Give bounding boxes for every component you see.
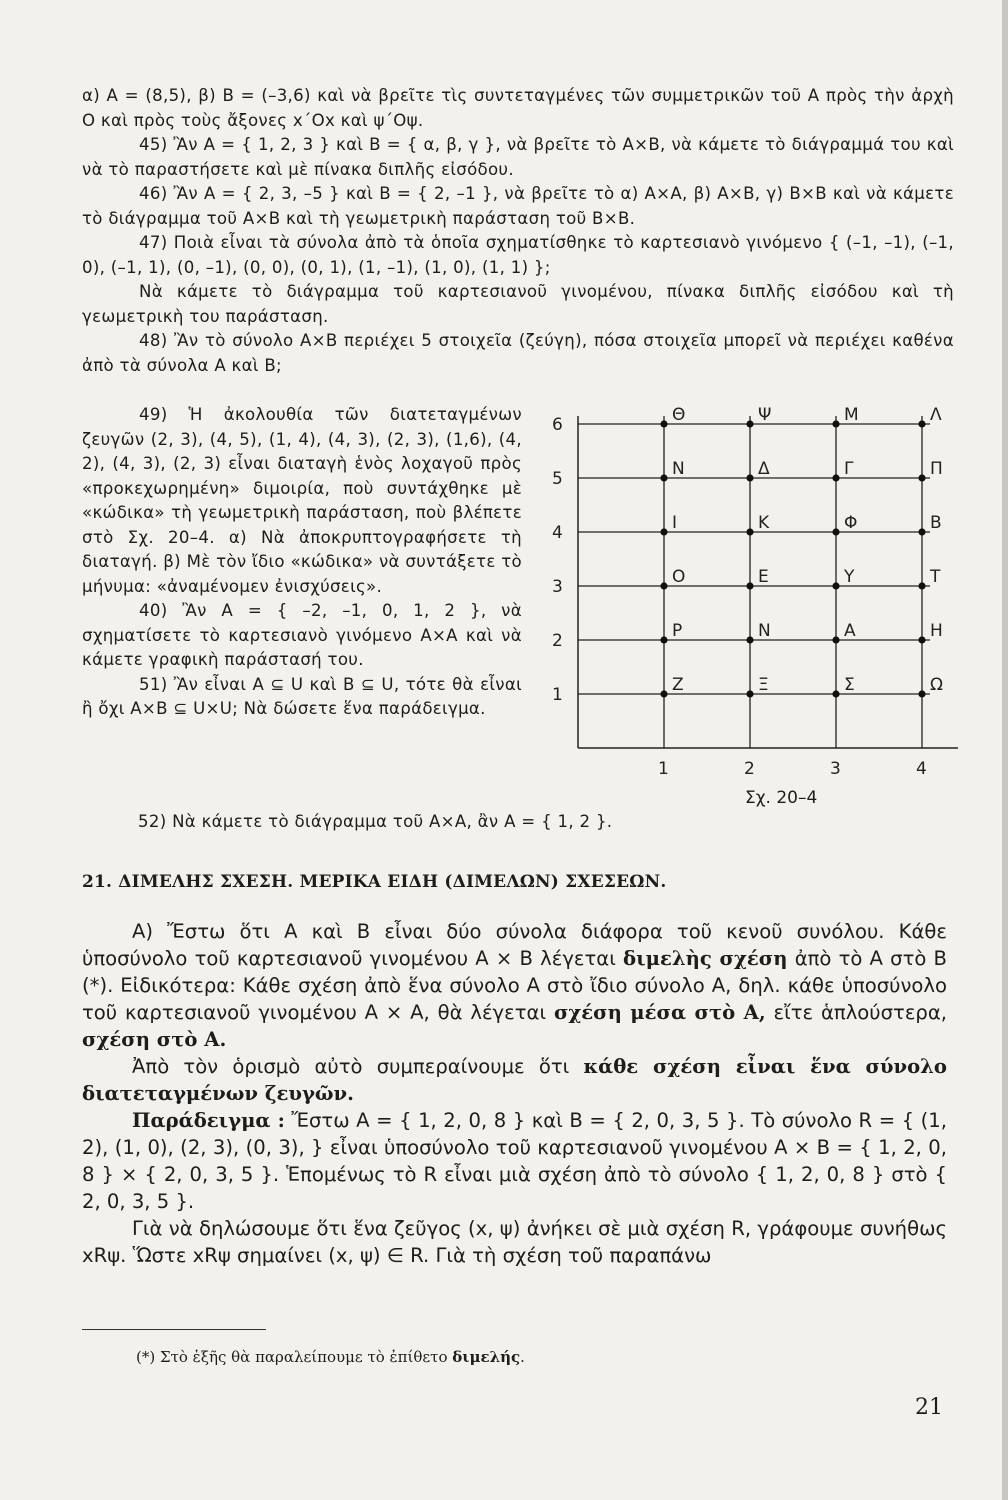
grid-letter: Ν (758, 621, 771, 641)
grid-letter: Π (930, 459, 943, 479)
notation-paragraph: Γιὰ νὰ δηλώσουμε ὅτι ἕνα ζεῦγος (x, ψ) ἀνήκει σὲ μιὰ σχέση R, γράφουμε συνήθως xRψ. Ὥστε xRψ σημαίνει (x, ψ) ∈ R. Γιὰ τὴ σχέση τοῦ παραπάνω (82, 1217, 947, 1267)
definition-paragraph: Α) Ἔστω ὅτι Α καὶ Β εἶναι δύο σύνολα διάφορα τοῦ κενοῦ συνόλου. Κάθε ὑποσύνολο τοῦ καρτεσιανοῦ γινομένου Α × Β λέγεται διμελὴς σχέση ἀπὸ τὸ Α στὸ Β (*). Εἰδικότερα: Κάθε σχέση ἀπὸ ἕνα σύνολο Α στὸ ἴδιο σύνολο Α, δηλ. κάθε ὑποσύνολο τοῦ καρτεσιανοῦ γινομένου Α × Α, θὰ λέγεται σχέση μέσα στὸ Α, εἴτε ἁπλούστερα, σχέση στὸ Α. (82, 920, 947, 1051)
x-tick-label: 4 (916, 759, 927, 779)
grid-letter: Ε (758, 567, 769, 587)
grid-point (918, 582, 925, 589)
grid-point (832, 420, 839, 427)
code-grid-figure (540, 388, 943, 788)
grid-point (746, 474, 753, 481)
grid-letter: Μ (844, 405, 859, 425)
grid-point (832, 528, 839, 535)
grid-point (918, 528, 925, 535)
grid-letter: Ι (672, 513, 678, 533)
exercise-51: 51) Ἂν εἶναι Α ⊆ U καὶ Β ⊆ U, τότε θὰ εἶναι ἢ ὄχι Α×Β ⊆ U×U; Νὰ δώσετε ἕνα παράδειγμα. (82, 674, 522, 718)
grid-point (746, 528, 753, 535)
page-edge (1002, 0, 1008, 1500)
exercise-45: 45) Ἂν Α = { 1, 2, 3 } καὶ Β = { α, β, γ }, νὰ βρεῖτε τὸ Α×Β, νὰ κάμετε τὸ διάγραμμά του καὶ νὰ τὸ παραστήσετε καὶ μὲ πίνακα διπλῆς εἰσόδου. (82, 135, 954, 179)
grid-letter: Ζ (672, 675, 684, 695)
grid-letter: Υ (844, 567, 855, 587)
exercise-48: 48) Ἂν τὸ σύνολο Α×Β περιέχει 5 στοιχεῖα (ζεύγη), πόσα στοιχεῖα μπορεῖ νὰ περιέχει καθένα ἀπὸ τὰ σύνολα Α καὶ Β; (82, 331, 954, 375)
grid-letter: Ξ (758, 675, 769, 695)
grid-letter: Σ (844, 675, 855, 695)
exercise-52: 52) Νὰ κάμετε τὸ διάγραμμα τοῦ Α×Α, ἂν Α = { 1, 2 }. (138, 812, 613, 831)
exercise-49: 49) Ἡ ἀκολουθία τῶν διατεταγμένων ζευγῶν (2, 3), (4, 5), (1, 4), (4, 3), (2, 3), (1,6), (4, 2), (4, 3), (2, 3) εἶναι διαταγὴ ἑνὸς λοχαγοῦ πρὸς «προκεχωρημένη» διμοιρία, ποὺ συντάχθηκε μὲ «κώδικα» τὴ γεωμετρικὴ παράσταση, ποὺ βλέπετε στὸ Σχ. 20–4. α) Νὰ ἀποκρυπτογραφήσετε τὴ διαταγή. β) Μὲ τὸν ἴδιο «κώδικα» νὰ συντάξετε τὸ μήνυμα: «ἀναμένομεν ἐνισχύσεις». (82, 405, 522, 596)
grid-letter: Ν (672, 459, 685, 479)
grid-point (660, 582, 667, 589)
section-title: 21. ΔΙΜΕΛΗΣ ΣΧΕΣΗ. ΜΕΡΙΚΑ ΕΙΔΗ (ΔΙΜΕΛΩΝ) ΣΧΕΣΕΩΝ. (82, 872, 667, 892)
exercise-46: 46) Ἂν Α = { 2, 3, –5 } καὶ Β = { 2, –1 }, νὰ βρεῖτε τὸ α) Α×Α, β) Α×Β, γ) Β×Β καὶ νὰ κάμετε τὸ διάγραμμα τοῦ Α×Β καὶ τὴ γεωμετρικὴ παράσταση τοῦ Β×Β. (82, 184, 954, 228)
grid-letter: Ρ (672, 621, 683, 641)
grid-letter: Δ (758, 459, 770, 479)
grid-point (918, 420, 925, 427)
grid-letter: Κ (758, 513, 770, 533)
grid-letter: Ω (930, 675, 943, 695)
figure-caption: Σχ. 20–4 (745, 788, 818, 808)
left-column (82, 403, 522, 722)
y-tick-label: 4 (552, 523, 563, 543)
x-tick-label: 3 (830, 759, 841, 779)
section-body (82, 918, 947, 1269)
grid-point (832, 582, 839, 589)
grid-letter: Ψ (758, 405, 772, 425)
grid-point (660, 690, 667, 697)
grid-letter: Τ (930, 567, 941, 587)
grid-point (660, 636, 667, 643)
grid-point (832, 636, 839, 643)
grid-letter: Λ (930, 405, 942, 425)
exercise-47-cont: Νὰ κάμετε τὸ διάγραμμα τοῦ καρτεσιανοῦ γινομένου, πίνακα διπλῆς εἰσόδου καὶ τὴ γεωμετρικὴ του παράσταση. (82, 282, 954, 326)
grid-point (660, 474, 667, 481)
grid-letter: Α (844, 621, 856, 641)
top-exercises (82, 84, 954, 378)
x-tick-label: 2 (744, 759, 755, 779)
conclusion-paragraph: Ἀπὸ τὸν ὁρισμὸ αὐτὸ συμπεραίνουμε ὅτι κάθε σχέση εἶναι ἕνα σύνολο διατεταγμένων ζευγῶν. (82, 1055, 947, 1105)
grid-letter: Θ (672, 405, 686, 425)
grid-point (660, 420, 667, 427)
y-tick-label: 3 (552, 577, 563, 597)
grid-point (660, 528, 667, 535)
x-tick-label: 1 (658, 759, 669, 779)
grid-point (746, 420, 753, 427)
exercise-alpha: α) Α = (8,5), β) Β = (–3,6) καὶ νὰ βρεῖτε τὶς συντεταγμένες τῶν συμμετρικῶν τοῦ Α πρὸς τὴν ἀρχὴ Ο καὶ πρὸς τοὺς ἄξονες x΄Οx καὶ ψ΄Οψ. (82, 86, 954, 130)
grid-point (746, 636, 753, 643)
y-tick-label: 5 (552, 469, 563, 489)
grid-letter: Ο (672, 567, 686, 587)
example-paragraph: Παράδειγμα : Ἔστω Α = { 1, 2, 0, 8 } καὶ Β = { 2, 0, 3, 5 }. Τὸ σύνολο R = { (1, 2), (1, 0), (2, 3), (0, 3), } εἶναι ὑποσύνολο τοῦ καρτεσιανοῦ γινομένου Α × Β = { 1, 2, 0, 8 } × { 2, 0, 3, 5 }. Ἑπομένως τὸ R εἶναι μιὰ σχέση ἀπὸ τὸ σύνολο { 1, 2, 0, 8 } στὸ { 2, 0, 3, 5 }. (82, 1109, 947, 1213)
y-tick-label: 1 (552, 685, 563, 705)
y-tick-label: 2 (552, 631, 563, 651)
footnote: (*) Στὸ ἑξῆς θὰ παραλείπουμε τὸ ἐπίθετο διμελής. (136, 1348, 525, 1366)
grid-point (918, 636, 925, 643)
grid-point (832, 474, 839, 481)
grid-letter: Η (930, 621, 943, 641)
page-number: 21 (915, 1395, 943, 1420)
grid-letter: Β (930, 513, 942, 533)
grid-letter: Γ (844, 459, 854, 479)
exercise-50: 40) Ἂν Α = { –2, –1, 0, 1, 2 }, νὰ σχηματίσετε τὸ καρτεσιανὸ γινόμενο Α×Α καὶ νὰ κάμετε γραφικὴ παράστασή του. (82, 601, 522, 669)
grid-point (746, 582, 753, 589)
grid-letter: Φ (844, 513, 858, 533)
y-tick-label: 6 (552, 415, 563, 435)
grid-point (918, 690, 925, 697)
grid-point (832, 690, 839, 697)
exercise-47: 47) Ποιὰ εἶναι τὰ σύνολα ἀπὸ τὰ ὁποῖα σχηματίσθηκε τὸ καρτεσιανὸ γινόμενο { (–1, –1), (–1, 0), (–1, 1), (0, –1), (0, 0), (0, 1), (1, –1), (1, 0), (1, 1) }; (82, 233, 954, 277)
footnote-rule (82, 1329, 266, 1330)
grid-point (918, 474, 925, 481)
grid-point (746, 690, 753, 697)
